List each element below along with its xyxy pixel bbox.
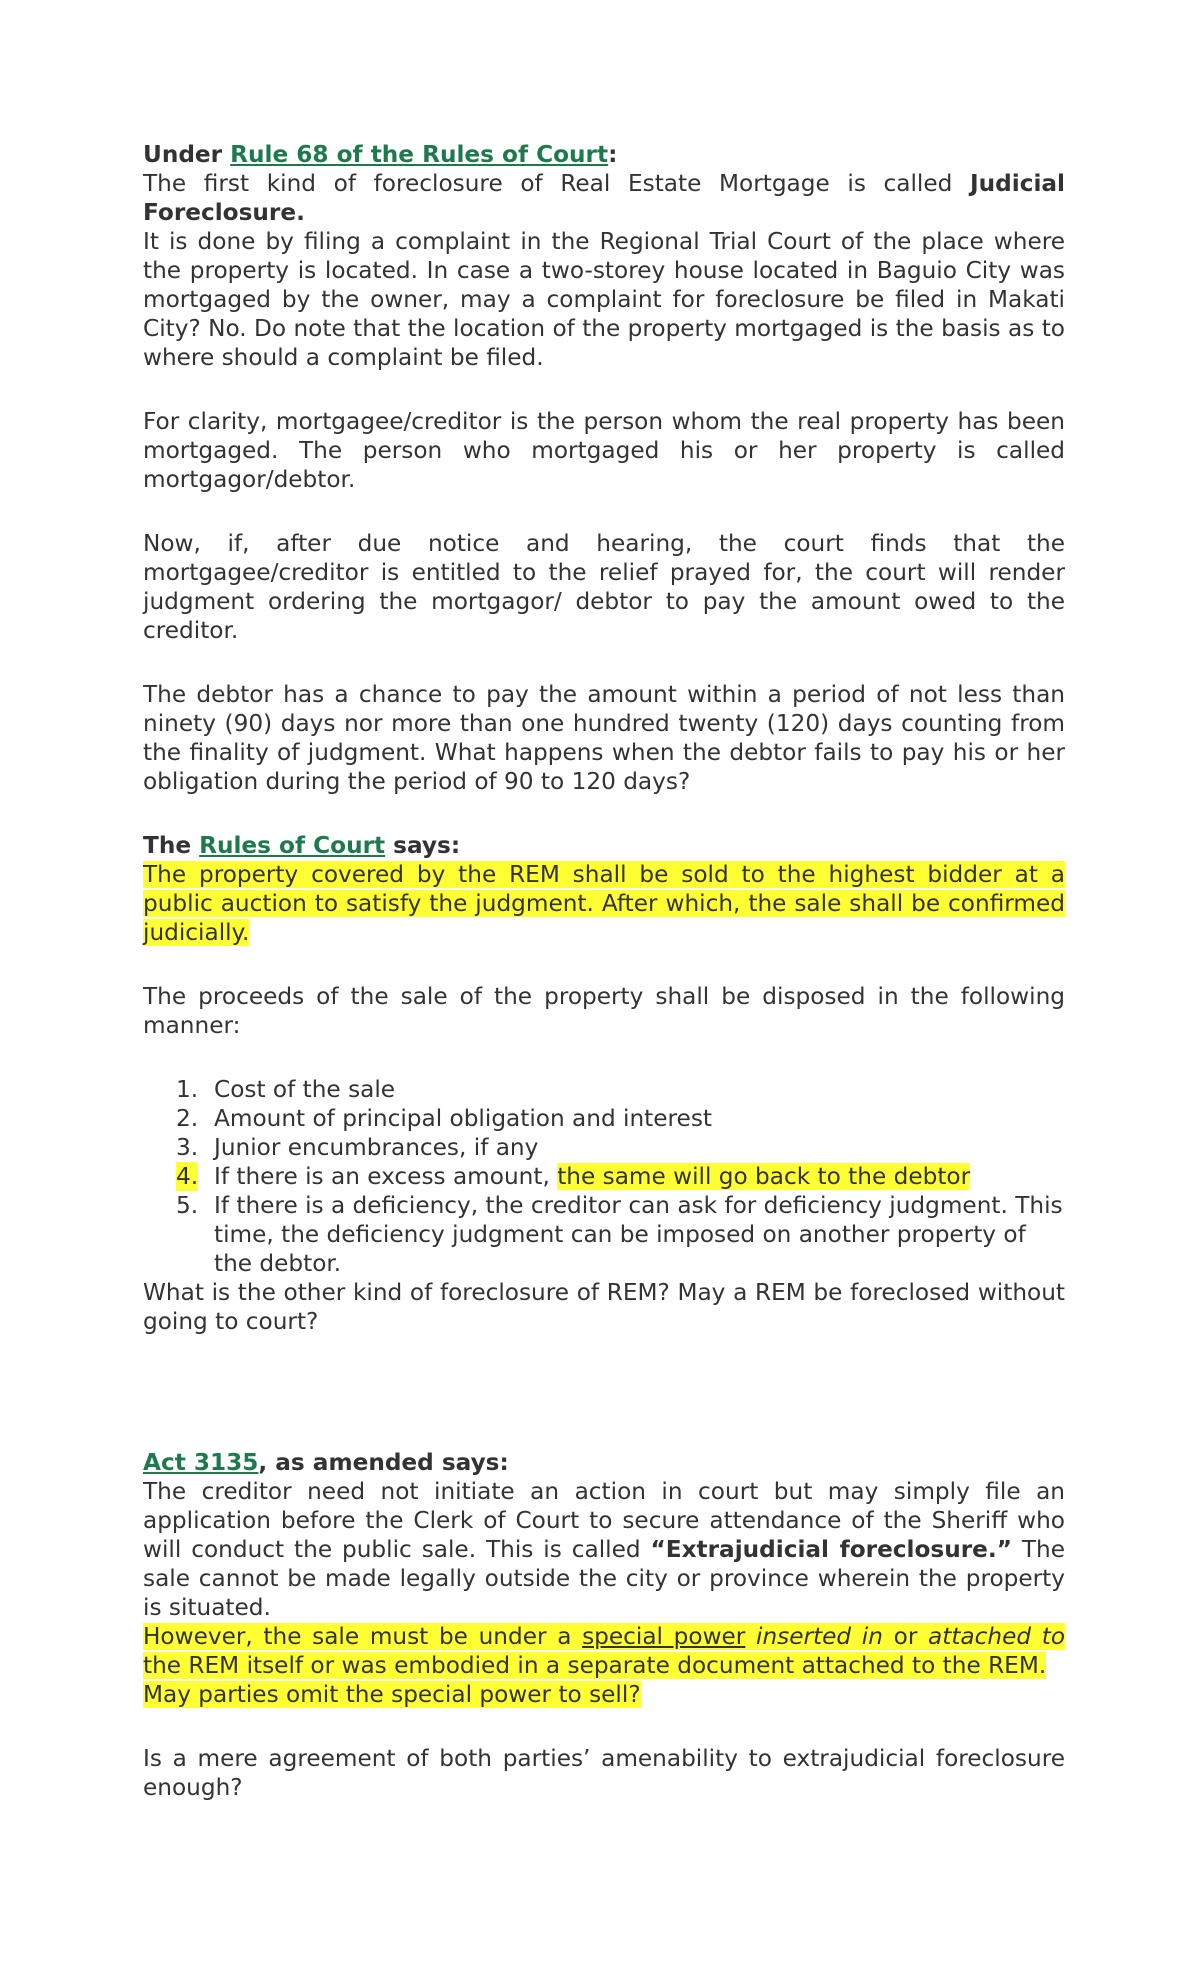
paragraph-clarity: For clarity, mortgagee/creditor is the person whom the real property has been mortgaged. The person who mortgaged his or her property is called mortgagor/debtor. bbox=[143, 408, 1065, 493]
list-text: If there is a deficiency, the creditor can ask for deficiency judgment. This time, the deficiency judgment can be imposed on another property of the debtor. bbox=[214, 1192, 1063, 1277]
list-item bbox=[143, 1162, 1065, 1191]
list-item bbox=[143, 1075, 1065, 1104]
italic-term: inserted in bbox=[756, 1623, 883, 1650]
hl-text bbox=[745, 1623, 756, 1650]
list-item bbox=[143, 1104, 1065, 1133]
list-number: 3. bbox=[176, 1134, 199, 1161]
list-text: Cost of the sale bbox=[214, 1076, 396, 1103]
paragraph-period: The debtor has a chance to pay the amount within a period of not less than ninety (90) days nor more than one hundred twenty (120) days counting from the finality of judgment. What happens when the debtor fails to pay his or her obligation during the period of 90 to 120 days? bbox=[143, 681, 1065, 795]
section-heading-rule-68 bbox=[143, 140, 1065, 169]
para-text: The sale cannot be made legally outside the city or province wherein the property is situated. bbox=[143, 1536, 1066, 1621]
heading-suffix: , as amended says: bbox=[258, 1449, 509, 1476]
section-heading-act-3135 bbox=[143, 1448, 1065, 1477]
list-item bbox=[143, 1191, 1065, 1278]
paragraph-filing: It is done by filing a complaint in the Regional Trial Court of the place where the property is located. In case a two-storey house located in Baguio City was mortgaged by the owner, may a complaint for foreclosure be filed in Makati City? No. Do note that the location of the property mortgaged is the basis as to where should a complaint be filed. bbox=[143, 228, 1065, 371]
paragraph-other-kind-question: What is the other kind of foreclosure of REM? May a REM be foreclosed without going to court? bbox=[143, 1279, 1065, 1335]
intro-bold-term: Judicial Foreclosure. bbox=[143, 170, 1065, 226]
hl-text: the REM itself or was embodied in a separate document attached to the REM. bbox=[143, 1652, 1047, 1679]
act-3135-link[interactable]: Act 3135 bbox=[143, 1449, 259, 1476]
paragraph-extrajudicial bbox=[143, 1477, 1065, 1622]
rules-of-court-link[interactable]: Rules of Court bbox=[199, 832, 386, 859]
intro-text: The first kind of foreclosure of Real Estate Mortgage is called bbox=[143, 170, 971, 197]
heading-suffix: says: bbox=[385, 832, 461, 859]
highlighted-text bbox=[143, 1623, 1065, 1679]
list-number: 5. bbox=[176, 1192, 199, 1219]
highlighted-text: the same will go back to the debtor bbox=[557, 1163, 971, 1190]
list-text: Junior encumbrances, if any bbox=[214, 1134, 539, 1161]
bold-term: “Extrajudicial foreclosure.” bbox=[650, 1536, 1012, 1563]
paragraph-proceeds: The proceeds of the sale of the property shall be disposed in the following manner: bbox=[143, 983, 1065, 1039]
section-heading-rules-of-court bbox=[143, 831, 1065, 860]
italic-term: attached to bbox=[928, 1623, 1066, 1650]
highlighted-text: The property covered by the REM shall be sold to the highest bidder at a public auction to satisfy the judgment. After which, the sale shall be confirmed judicially. bbox=[143, 861, 1065, 946]
heading-suffix: : bbox=[608, 141, 618, 168]
list-text: If there is an excess amount, bbox=[214, 1163, 558, 1190]
paragraph-judgment: Now, if, after due notice and hearing, the court finds that the mortgagee/creditor is entitled to the relief prayed for, the court will render judgment ordering the mortgagor/ debtor to pay the amount owed to the creditor. bbox=[143, 530, 1065, 644]
heading-prefix: Under bbox=[143, 141, 231, 168]
highlighted-rule-paragraph bbox=[143, 860, 1065, 947]
heading-prefix: The bbox=[143, 832, 200, 859]
list-number: 1. bbox=[176, 1076, 199, 1103]
list-number: 4. bbox=[176, 1163, 199, 1190]
document-page bbox=[143, 140, 1065, 1802]
underlined-term: special power bbox=[582, 1623, 746, 1650]
highlighted-text: May parties omit the special power to sell? bbox=[143, 1681, 641, 1708]
highlighted-special-power-paragraph bbox=[143, 1622, 1065, 1680]
proceeds-list bbox=[143, 1075, 1065, 1278]
list-number: 2. bbox=[176, 1105, 199, 1132]
paragraph-final-question: Is a mere agreement of both parties’ amenability to extrajudicial foreclosure enough? bbox=[143, 1745, 1065, 1801]
rule-68-link[interactable]: Rule 68 of the Rules of Court bbox=[230, 141, 609, 168]
intro-paragraph bbox=[143, 169, 1065, 227]
list-text: Amount of principal obligation and interest bbox=[214, 1105, 712, 1132]
hl-text: However, the sale must be under a bbox=[143, 1623, 583, 1650]
hl-text: or bbox=[882, 1623, 929, 1650]
highlighted-question bbox=[143, 1680, 1065, 1709]
para-text: The creditor need not initiate an action in court but may simply file an application before the Clerk of Court to secure attendance of the Sheriff who will conduct the public sale. This is called bbox=[143, 1478, 1065, 1563]
list-item bbox=[143, 1133, 1065, 1162]
